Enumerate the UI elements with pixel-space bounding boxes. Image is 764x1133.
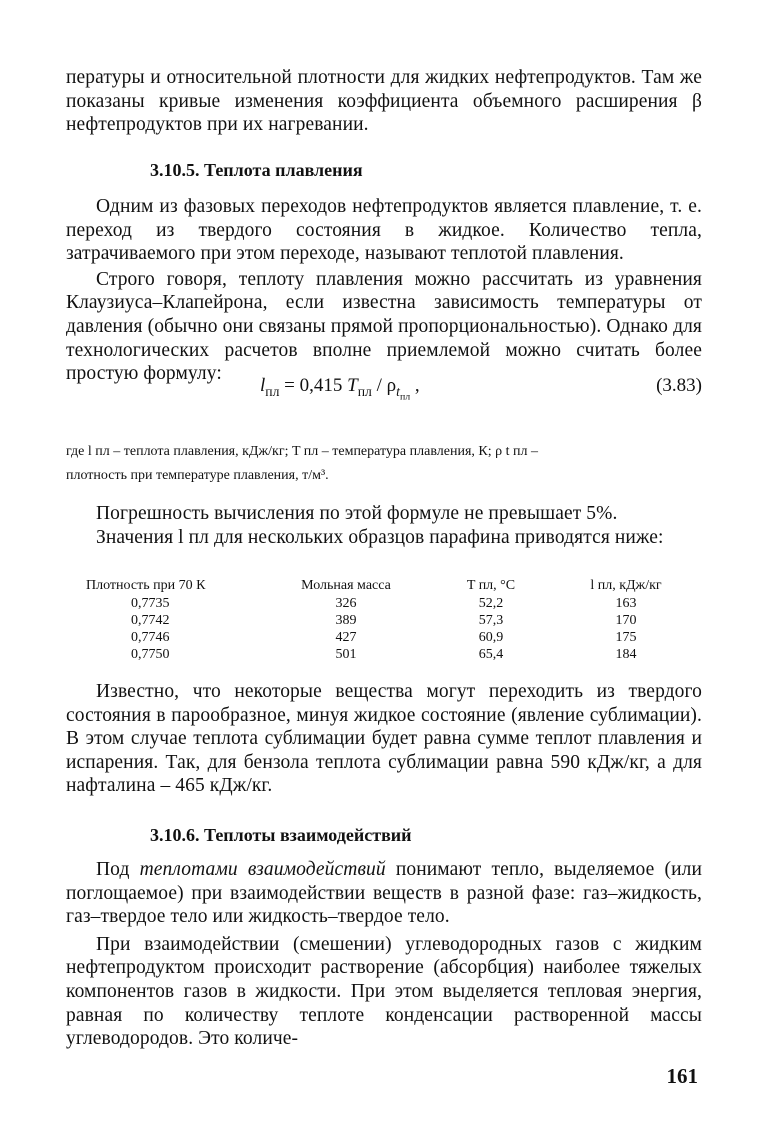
- paragraph-5: Известно, что некоторые вещества могут переходить из твердого состояния в парообразное, минуя жидкое состояние (явление сублимации). В этом случае теплота сублимации будет равна сумме теплот плавления и испарения. Так, для бензола теплота сублимации равна 590 кДж/кг, а для нафталина – 465 кДж/кг.: [66, 681, 702, 797]
- section-heading-3-10-5: 3.10.5. Теплота плавления: [150, 160, 363, 180]
- table-header-melting-heat: l пл, кДж/кг: [590, 578, 662, 593]
- section-2-body: [66, 858, 702, 1051]
- table-header-melting-temp: T пл, °С: [466, 578, 516, 593]
- section-1-body-continued: [66, 502, 702, 549]
- italic-term: теплотами взаимодействий: [139, 859, 386, 880]
- table-row: 0,7742 389 57,3 170: [131, 613, 637, 628]
- table-row: 0,7750 501 65,4 184: [131, 647, 637, 662]
- formula-legend-line-2: плотность при температуре плавления, т/м³.: [66, 468, 329, 483]
- formula-legend: [66, 440, 702, 488]
- table-row: 0,7735 326 52,2 163: [131, 596, 637, 611]
- table-row: 0,7746 427 60,9 175: [131, 630, 637, 645]
- table-header-molar-mass: Мольная масса: [301, 578, 391, 593]
- section-heading-3-10-6: 3.10.6. Теплоты взаимодействий: [150, 825, 412, 845]
- paragraph-4: Значения l пл для нескольких образцов парафина приводятся ниже:: [96, 526, 664, 548]
- paragraph-3: Погрешность вычисления по этой формуле не превышает 5%.: [96, 503, 618, 524]
- paraffin-table: [86, 577, 686, 663]
- formula-legend-line-1: где l пл – теплота плавления, кДж/кг; T пл – температура плавления, К; ρ t пл –: [66, 444, 538, 459]
- section-1-body: [66, 195, 702, 386]
- intro-paragraph: пературы и относительной плотности для жидких нефтепродуктов. Там же показаны кривые изменения коэффициента объемного расширения β нефтепродуктов при их нагревании.: [66, 67, 702, 136]
- page-number: 161: [666, 1064, 698, 1088]
- section-2-paragraph-1: Под теплотами взаимодействий понимают тепло, выделяемое (или поглощаемое) при взаимодействии веществ в разной фазе: газ–жидкость, газ–твердое тело или жидкость–твердое тело.: [66, 859, 703, 928]
- section-2-paragraph-2: При взаимодействии (смешении) углеводородных газов с жидким нефтепродуктом происходит растворение (абсорбция) наиболее тяжелых компонентов газов в жидкости. При этом выделяется тепловая энергия, равная по количеству теплоте конденсации растворенной массы углеводородов. Это количе-: [66, 933, 702, 1050]
- formula-expression: $l_{пл} = 0,415$ $T_{пл} / \rho_{t_{пл}}$ ,: [260, 375, 420, 403]
- table-header-density: Плотность при 70 К: [86, 578, 206, 593]
- formula-3-83: [260, 375, 702, 403]
- table-header-row: [86, 577, 686, 594]
- formula-number: (3.83): [656, 375, 702, 396]
- paragraph-1: Одним из фазовых переходов нефтепродуктов является плавление, т. е. переход из твердого состояния в жидкое. Количество тепла, затрачиваемого при этом переходе, называют теплотой плавления.: [66, 196, 702, 265]
- paragraph-2: Строго говоря, теплоту плавления можно рассчитать из уравнения Клаузиуса–Клапейрона, если известна зависимость температуры от давления (обычно они связаны прямой пропорциональностью). Однако для технологических расчетов вполне приемлемой можно считать более простую формулу:: [66, 268, 702, 385]
